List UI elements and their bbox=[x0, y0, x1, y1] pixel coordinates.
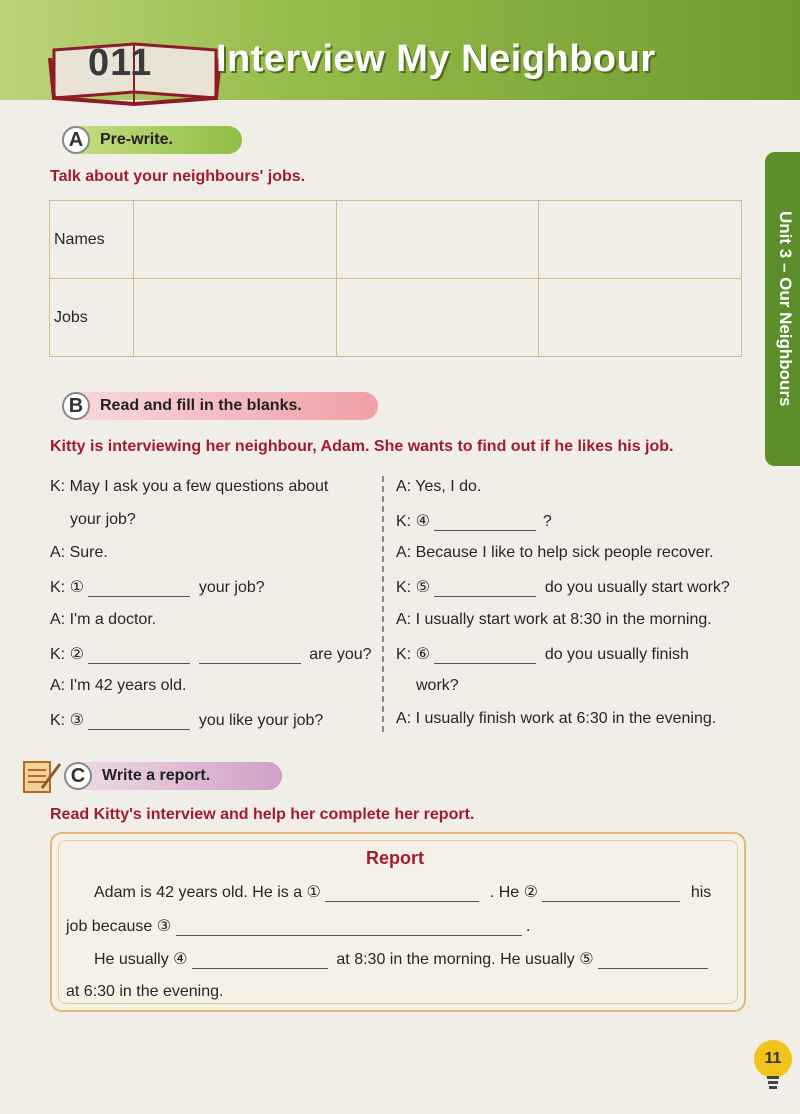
section-a-header bbox=[64, 126, 242, 154]
neighbours-table bbox=[49, 200, 742, 357]
section-a-badge: A bbox=[62, 126, 90, 154]
report-text: his bbox=[690, 884, 712, 901]
report-line bbox=[66, 916, 530, 936]
section-b-header bbox=[64, 392, 378, 420]
dialogue-speaker: K: ④ bbox=[396, 513, 430, 530]
report-line bbox=[94, 949, 708, 969]
section-c-instruction: Read Kitty's interview and help her complete her report. bbox=[50, 806, 475, 823]
dialogue-speaker: K: ⑥ bbox=[396, 646, 430, 663]
report-blank-1[interactable] bbox=[325, 885, 479, 902]
notepad-pencil-icon bbox=[22, 758, 64, 796]
report-blank-2[interactable] bbox=[542, 885, 680, 902]
blank-5[interactable] bbox=[434, 580, 536, 597]
unit-side-tab-label: Unit 3 – Our Neighbours bbox=[776, 211, 795, 407]
blank-1[interactable] bbox=[88, 580, 190, 597]
section-c-header bbox=[66, 762, 282, 790]
report-blank-4[interactable] bbox=[192, 952, 328, 969]
unit-side-tab bbox=[765, 152, 800, 466]
section-a-instruction: Talk about your neighbours' jobs. bbox=[50, 168, 306, 185]
page-number: 11 bbox=[754, 1040, 792, 1078]
dialogue-line bbox=[396, 644, 689, 664]
dialogue-line: work? bbox=[416, 677, 459, 694]
dialogue-text: you like your job? bbox=[198, 712, 324, 729]
table-cell[interactable] bbox=[336, 201, 539, 279]
dialogue-text: are you? bbox=[309, 646, 372, 663]
dialogue-line bbox=[396, 511, 552, 531]
row-label-names: Names bbox=[50, 201, 134, 279]
row-label-jobs: Jobs bbox=[50, 279, 134, 357]
table-row bbox=[50, 279, 742, 357]
report-text: He usually ④ bbox=[94, 951, 188, 968]
report-text: . bbox=[525, 918, 531, 935]
dialogue-text: your job? bbox=[198, 579, 265, 596]
report-line: at 6:30 in the evening. bbox=[66, 983, 224, 1000]
dialogue-line: K: May I ask you a few questions about bbox=[50, 478, 329, 495]
dialogue-text: do you usually start work? bbox=[544, 579, 730, 596]
dialogue-line bbox=[396, 577, 730, 597]
report-text: . He ② bbox=[489, 884, 538, 901]
dialogue-text: do you usually finish bbox=[544, 646, 689, 663]
table-cell[interactable] bbox=[336, 279, 539, 357]
dialogue-line: A: Sure. bbox=[50, 544, 108, 561]
table-row bbox=[50, 201, 742, 279]
table-cell[interactable] bbox=[134, 279, 337, 357]
section-b-badge: B bbox=[62, 392, 90, 420]
dialogue-text: ? bbox=[542, 513, 552, 530]
report-text: at 8:30 in the morning. He usually ⑤ bbox=[336, 951, 594, 968]
dialogue-speaker: K: ⑤ bbox=[396, 579, 430, 596]
report-heading: Report bbox=[366, 848, 424, 868]
blank-2a[interactable] bbox=[88, 647, 190, 664]
dialogue-line bbox=[50, 644, 372, 664]
table-cell[interactable] bbox=[539, 279, 742, 357]
dialogue-line: A: Because I like to help sick people recover. bbox=[396, 544, 714, 561]
lesson-number: 011 bbox=[88, 42, 153, 84]
blank-4[interactable] bbox=[434, 514, 536, 531]
table-cell[interactable] bbox=[539, 201, 742, 279]
dialogue-line bbox=[50, 577, 265, 597]
section-a-label: Pre-write. bbox=[100, 131, 173, 148]
report-text: job because ③ bbox=[66, 918, 172, 935]
dialogue-line bbox=[50, 710, 323, 730]
blank-2b[interactable] bbox=[199, 647, 301, 664]
column-divider bbox=[382, 476, 384, 732]
dialogue-speaker: K: ③ bbox=[50, 712, 84, 729]
dialogue-line: your job? bbox=[70, 511, 136, 528]
section-c-badge: C bbox=[64, 762, 92, 790]
page-title: Interview My Neighbour bbox=[216, 38, 656, 80]
report-blank-5[interactable] bbox=[598, 952, 708, 969]
dialogue-speaker: K: ② bbox=[50, 646, 84, 663]
section-b-label: Read and fill in the blanks. bbox=[100, 397, 302, 414]
report-blank-3[interactable] bbox=[176, 919, 522, 936]
lightbulb-base-icon bbox=[765, 1076, 781, 1092]
dialogue-line: A: I usually finish work at 6:30 in the evening. bbox=[396, 710, 717, 727]
report-line bbox=[94, 882, 711, 902]
report-text: Adam is 42 years old. He is a ① bbox=[94, 884, 321, 901]
blank-3[interactable] bbox=[88, 713, 190, 730]
dialogue-line: A: I'm 42 years old. bbox=[50, 677, 187, 694]
section-b-instruction: Kitty is interviewing her neighbour, Adam. She wants to find out if he likes his job. bbox=[50, 438, 674, 455]
dialogue-speaker: K: ① bbox=[50, 579, 84, 596]
section-c-label: Write a report. bbox=[102, 767, 211, 784]
dialogue-line: A: I'm a doctor. bbox=[50, 611, 157, 628]
dialogue-line: A: Yes, I do. bbox=[396, 478, 482, 495]
dialogue-line: A: I usually start work at 8:30 in the morning. bbox=[396, 611, 712, 628]
blank-6[interactable] bbox=[434, 647, 536, 664]
table-cell[interactable] bbox=[134, 201, 337, 279]
